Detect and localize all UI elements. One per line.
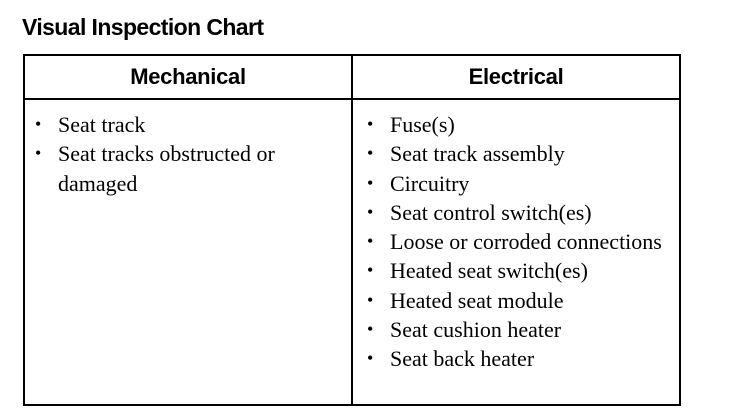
inspection-table	[23, 54, 681, 406]
list-item	[365, 315, 675, 344]
list-item-text: Seat control switch(es)	[390, 199, 592, 225]
bullet-icon: •	[367, 114, 374, 134]
list-item	[33, 139, 343, 198]
list-item	[365, 139, 675, 168]
electrical-list	[365, 110, 675, 374]
list-item-text: Circuitry	[390, 170, 470, 196]
list-item	[365, 227, 675, 256]
chart-title: Visual Inspection Chart	[22, 14, 264, 40]
bullet-icon: •	[35, 143, 42, 164]
list-item	[365, 169, 675, 198]
bullet-icon: •	[367, 289, 374, 310]
bullet-icon: •	[367, 231, 374, 252]
mechanical-list	[33, 110, 343, 198]
list-item	[365, 256, 675, 285]
list-item-text: Seat back heater	[390, 346, 535, 372]
list-item-text: Seat cushion heater	[390, 317, 562, 343]
list-item-text: Loose or corroded connections	[390, 229, 662, 255]
list-item-text: Seat track assembly	[390, 141, 565, 167]
column-divider	[351, 56, 353, 404]
list-item	[365, 110, 675, 139]
bullet-icon: •	[367, 348, 374, 369]
list-item	[33, 110, 343, 139]
bullet-icon: •	[35, 114, 42, 134]
header-mechanical: Mechanical	[130, 64, 246, 89]
list-item	[365, 286, 675, 315]
list-item-text: Fuse(s)	[390, 112, 455, 137]
bullet-icon: •	[367, 143, 374, 164]
list-item-text: Heated seat module	[390, 287, 564, 313]
bullet-icon: •	[367, 260, 374, 281]
list-item-text: Heated seat switch(es)	[390, 258, 588, 284]
header-electrical: Electrical	[468, 64, 564, 89]
list-item-text: Seat tracks obstructed or damaged	[58, 141, 275, 196]
bullet-icon: •	[367, 172, 374, 193]
list-item-text: Seat track	[58, 112, 146, 137]
bullet-icon: •	[367, 201, 374, 222]
bullet-icon: •	[367, 319, 374, 340]
list-item	[365, 198, 675, 227]
list-item	[365, 344, 675, 373]
